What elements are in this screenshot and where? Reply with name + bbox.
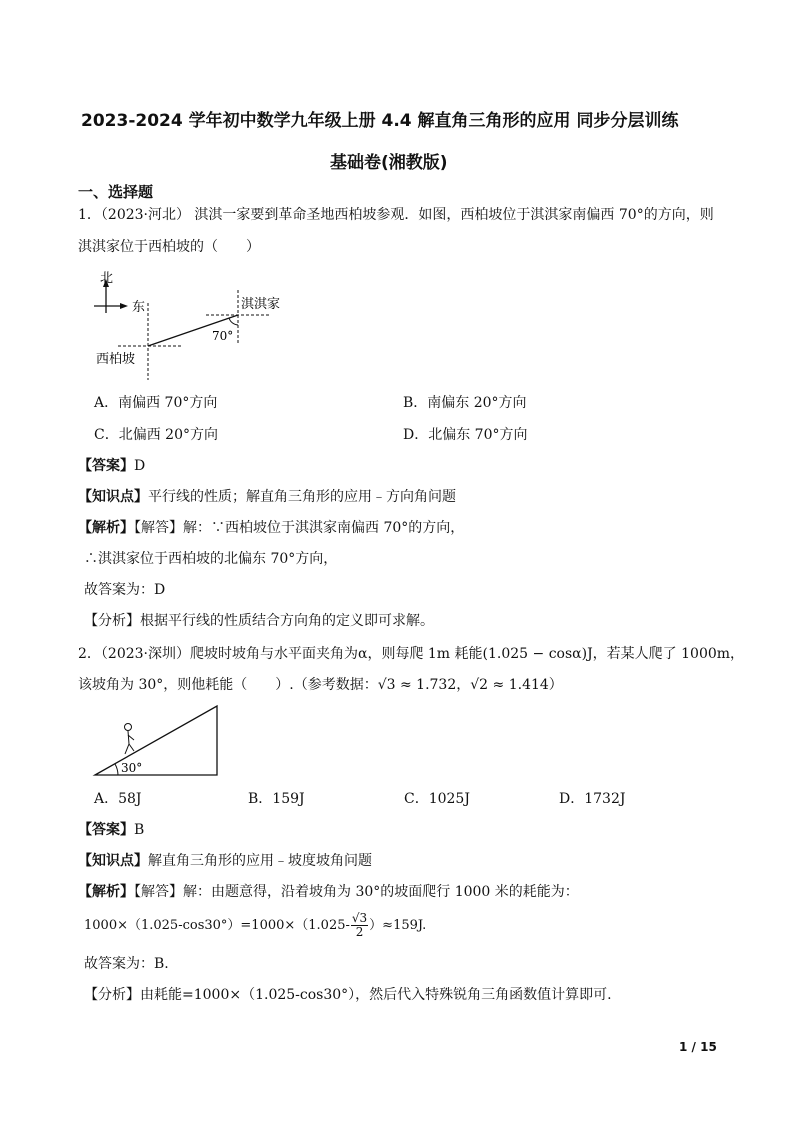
answer-tag: 【答案】 (78, 822, 134, 838)
formula-right: ）≈159J. (369, 917, 427, 933)
q2-answer-row (78, 820, 144, 840)
xibaipo-label: 西柏坡 (96, 352, 136, 367)
q1-knowledge: 平行线的性质；解直角三角形的应用﹣方向角问题 (148, 489, 456, 505)
q1-option-b: B．南偏东 20°方向 (403, 395, 527, 411)
q2-option-b: B．159J (248, 791, 305, 807)
q2-stem-line2: 该坡角为 30°，则他耗能（ ）.（参考数据：√3 ≈ 1.732，√2 ≈ 1.414） (78, 677, 563, 693)
q1-knowledge-row (78, 487, 456, 507)
home-label: 淇淇家 (241, 297, 281, 312)
knowledge-tag: 【知识点】 (78, 853, 148, 869)
answer-tag: 【答案】 (78, 458, 134, 474)
q1-option-c: C．北偏西 20°方向 (94, 427, 218, 443)
analysis-tag: 【解析】 (78, 884, 134, 900)
q2-answer: B (134, 822, 145, 838)
q2-analysis: 【解答】解：由题意得，沿着坡角为 30°的坡面爬行 1000 米的耗能为： (134, 884, 579, 900)
q1-stem-line1: 1．（2023·河北） 淇淇一家要到革命圣地西柏坡参观．如图，西柏坡位于淇淇家南偏西 70°的方向，则 (78, 207, 714, 223)
q1-answer: D (134, 458, 146, 474)
q1-option-d: D．北偏东 70°方向 (403, 427, 528, 443)
page-title-line2: 基础卷(湘教版) (330, 153, 448, 173)
north-label: 北 (100, 271, 114, 286)
east-label: 东 (132, 300, 146, 315)
page-title-line1: 2023-2024 学年初中数学九年级上册 4.4 解直角三角形的应用 同步分层训练 (81, 111, 679, 131)
q2-option-c: C．1025J (404, 791, 470, 807)
q1-answer-row (78, 456, 145, 476)
knowledge-tag: 【知识点】 (78, 489, 148, 505)
q1-stem-line2: 淇淇家位于西柏坡的（ ） (78, 239, 260, 255)
fraction-numerator: √3 (351, 911, 368, 925)
q1-analysis-line2: ∴淇淇家位于西柏坡的北偏东 70°方向， (84, 551, 338, 567)
q1-direction-figure (88, 268, 308, 383)
q2-option-d: D．1732J (559, 791, 626, 807)
q2-explanation: 【分析】由耗能=1000×（1.025-cos30°），然后代入特殊锐角三角函数值计算即可. (84, 987, 612, 1003)
q1-explanation: 【分析】根据平行线的性质结合方向角的定义即可求解。 (84, 613, 434, 629)
q1-analysis-line3: 故答案为：D (84, 582, 166, 598)
climber-figure (125, 724, 132, 731)
q2-option-a: A．58J (94, 791, 142, 807)
q2-slope-figure (90, 700, 225, 780)
angle-70-label: 70° (212, 329, 234, 343)
q1-analysis-row (78, 518, 464, 538)
q2-stem-line1: 2．（2023·深圳）爬坡时坡角与水平面夹角为α，则每爬 1m 耗能(1.025 − cosα)J，若某人爬了 1000m， (78, 646, 745, 662)
fraction-denominator: 2 (355, 925, 364, 939)
q2-analysis-row (78, 882, 579, 902)
q2-knowledge-row (78, 851, 372, 871)
q2-knowledge: 解直角三角形的应用﹣坡度坡角问题 (148, 853, 372, 869)
q1-option-a: A．南偏西 70°方向 (94, 395, 218, 411)
page-number: 1 / 15 (679, 1040, 717, 1054)
angle-30-label: 30° (121, 761, 143, 775)
formula-left: 1000×（1.025-cos30°）=1000×（1.025- (84, 917, 350, 933)
q2-formula (84, 912, 426, 939)
q1-analysis: 【解答】解：∵西柏坡位于淇淇家南偏西 70°的方向， (134, 520, 465, 536)
q2-analysis-line3: 故答案为：B. (84, 956, 169, 972)
analysis-tag: 【解析】 (78, 520, 134, 536)
section-heading: 一、选择题 (78, 183, 154, 201)
formula-fraction (351, 912, 368, 939)
